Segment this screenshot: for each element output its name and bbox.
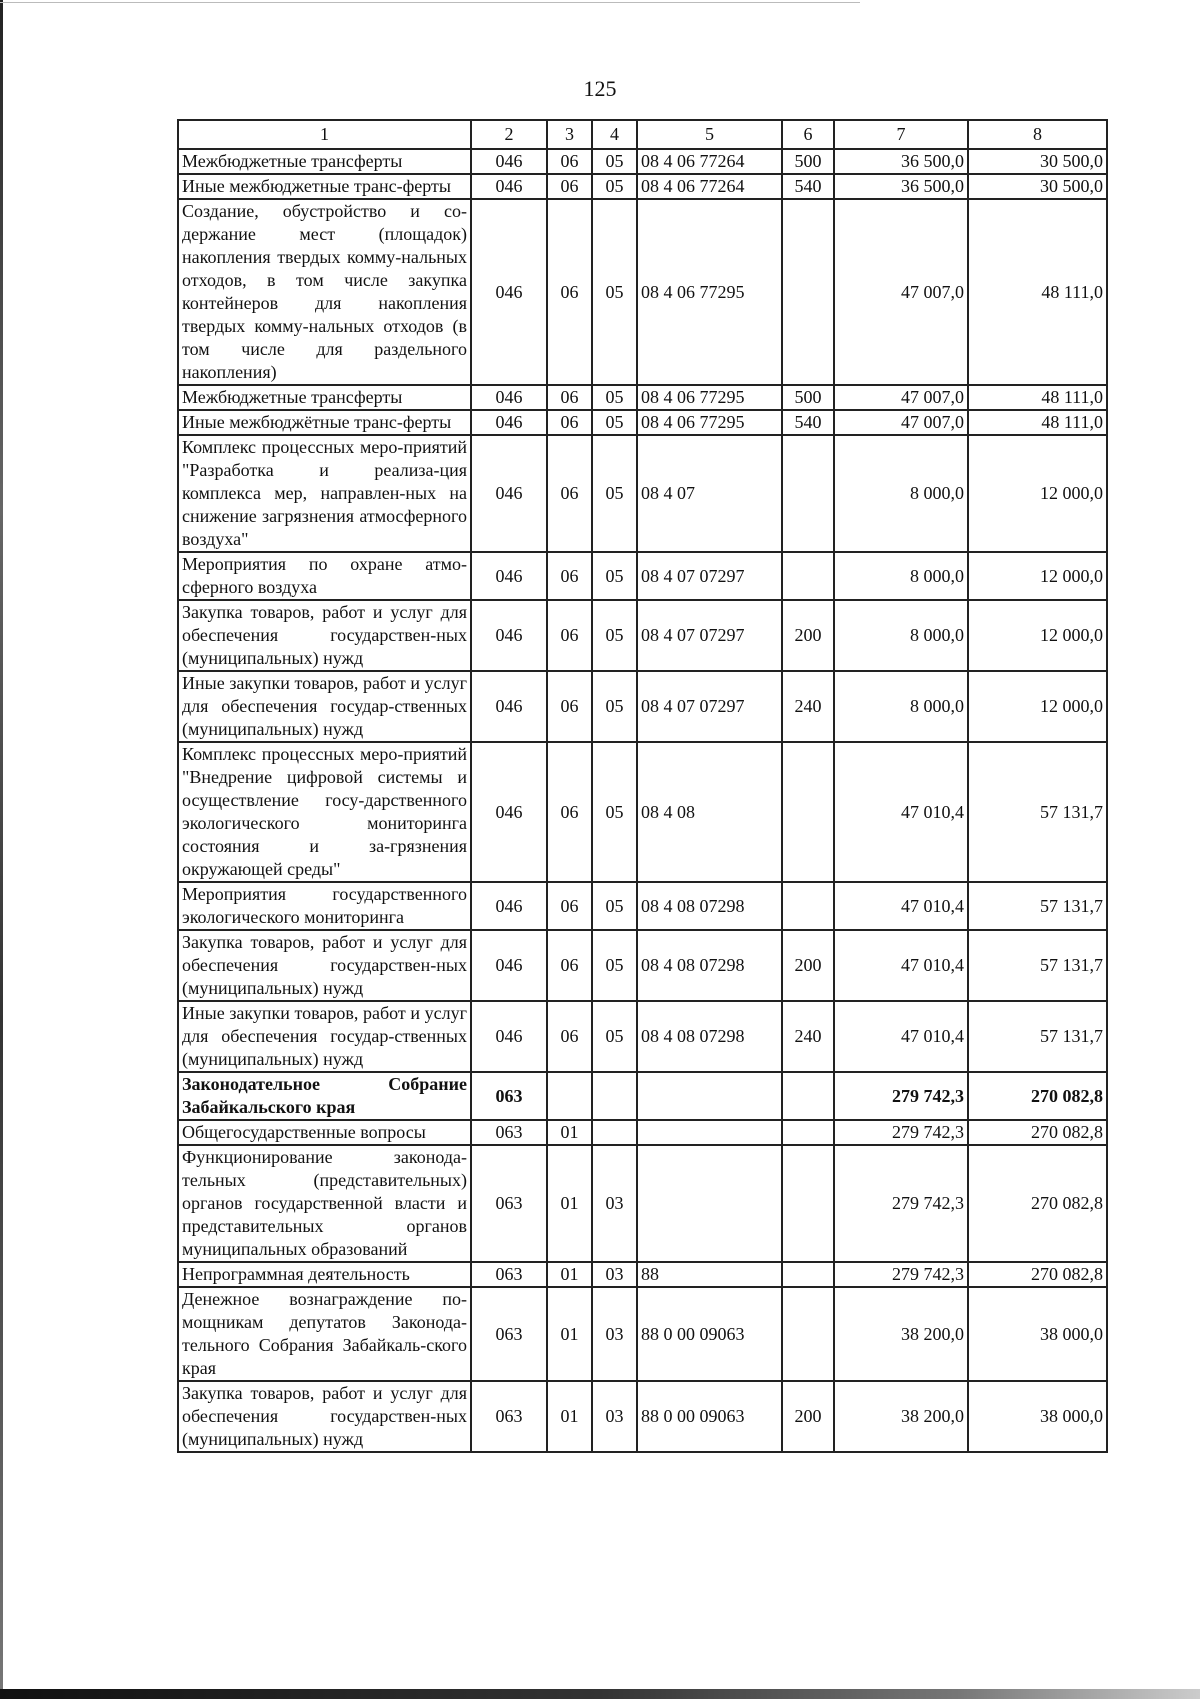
cell-target-article: 08 4 07 07297 [637,552,782,600]
cell-target-article [637,1145,782,1262]
cell-section: 06 [547,410,592,435]
cell-ministry-code: 046 [471,174,547,199]
cell-amount-year-1: 8 000,0 [834,671,968,742]
cell-target-article: 08 4 07 07297 [637,600,782,671]
cell-name: Межбюджетные трансферты [178,385,471,410]
cell-expense-type [782,199,834,385]
cell-amount-year-2: 270 082,8 [968,1120,1107,1145]
cell-expense-type [782,882,834,930]
cell-subsection: 05 [592,882,637,930]
cell-section [547,1072,592,1120]
cell-subsection: 05 [592,174,637,199]
cell-section: 01 [547,1262,592,1287]
cell-section: 06 [547,385,592,410]
cell-name: Мероприятия государственного экологического мониторинга [178,882,471,930]
cell-expense-type: 500 [782,385,834,410]
header-col-2: 2 [471,120,547,149]
table-row [178,1001,1107,1072]
cell-amount-year-2: 30 500,0 [968,174,1107,199]
cell-name: Общегосударственные вопросы [178,1120,471,1145]
cell-amount-year-1: 279 742,3 [834,1120,968,1145]
cell-amount-year-2: 12 000,0 [968,671,1107,742]
cell-target-article [637,1072,782,1120]
table-row [178,1072,1107,1120]
cell-expense-type [782,1287,834,1381]
cell-ministry-code: 046 [471,671,547,742]
cell-section: 06 [547,600,592,671]
cell-amount-year-2: 57 131,7 [968,1001,1107,1072]
cell-subsection: 03 [592,1262,637,1287]
header-col-5: 5 [637,120,782,149]
table-row [178,742,1107,882]
cell-subsection: 03 [592,1381,637,1452]
cell-amount-year-1: 279 742,3 [834,1072,968,1120]
cell-expense-type: 240 [782,671,834,742]
header-col-8: 8 [968,120,1107,149]
header-col-6: 6 [782,120,834,149]
cell-target-article: 08 4 06 77295 [637,385,782,410]
cell-name: Функционирование законода-тельных (представительных) органов государственной власти и представительных органов муниципальных образований [178,1145,471,1262]
cell-expense-type [782,1072,834,1120]
cell-target-article: 08 4 06 77295 [637,410,782,435]
cell-expense-type: 540 [782,174,834,199]
scan-edge-bottom [0,1689,1200,1699]
cell-expense-type [782,1145,834,1262]
cell-target-article [637,1120,782,1145]
cell-amount-year-1: 8 000,0 [834,552,968,600]
table-row [178,410,1107,435]
cell-ministry-code: 063 [471,1072,547,1120]
cell-subsection: 05 [592,552,637,600]
cell-subsection [592,1072,637,1120]
cell-amount-year-1: 47 007,0 [834,410,968,435]
cell-section: 06 [547,174,592,199]
cell-target-article: 08 4 08 07298 [637,1001,782,1072]
table-row [178,199,1107,385]
cell-name: Комплекс процессных меро-приятий "Разработка и реализа-ция комплекса мер, направлен-ных на снижение загрязнения атмосферного воздуха" [178,435,471,552]
cell-ministry-code: 063 [471,1287,547,1381]
cell-subsection [592,1120,637,1145]
cell-subsection: 05 [592,410,637,435]
scan-line-top [0,2,860,3]
cell-amount-year-2: 57 131,7 [968,882,1107,930]
cell-subsection: 05 [592,930,637,1001]
cell-expense-type: 500 [782,149,834,174]
cell-name: Мероприятия по охране атмо-сферного воздуха [178,552,471,600]
cell-amount-year-2: 270 082,8 [968,1145,1107,1262]
cell-section: 06 [547,149,592,174]
cell-name: Непрограммная деятельность [178,1262,471,1287]
cell-amount-year-2: 12 000,0 [968,600,1107,671]
cell-amount-year-2: 38 000,0 [968,1287,1107,1381]
cell-amount-year-1: 279 742,3 [834,1262,968,1287]
table-row [178,174,1107,199]
table-row [178,1262,1107,1287]
cell-ministry-code: 046 [471,552,547,600]
cell-name: Иные закупки товаров, работ и услуг для обеспечения государ-ственных (муниципальных) нужд [178,1001,471,1072]
cell-expense-type [782,742,834,882]
cell-ministry-code: 046 [471,1001,547,1072]
cell-amount-year-1: 8 000,0 [834,600,968,671]
cell-amount-year-2: 57 131,7 [968,930,1107,1001]
table-row [178,149,1107,174]
cell-section: 01 [547,1381,592,1452]
cell-section: 06 [547,199,592,385]
cell-target-article: 08 4 08 [637,742,782,882]
cell-name: Закупка товаров, работ и услуг для обеспечения государствен-ных (муниципальных) нужд [178,600,471,671]
cell-expense-type: 540 [782,410,834,435]
cell-amount-year-2: 48 111,0 [968,199,1107,385]
cell-target-article: 08 4 07 07297 [637,671,782,742]
cell-subsection: 05 [592,1001,637,1072]
cell-ministry-code: 063 [471,1381,547,1452]
cell-amount-year-2: 57 131,7 [968,742,1107,882]
cell-target-article: 88 0 00 09063 [637,1287,782,1381]
cell-subsection: 05 [592,199,637,385]
cell-ministry-code: 063 [471,1262,547,1287]
cell-section: 06 [547,1001,592,1072]
cell-amount-year-2: 12 000,0 [968,552,1107,600]
table-row [178,1287,1107,1381]
table-row [178,552,1107,600]
cell-subsection: 05 [592,742,637,882]
cell-name: Иные межбюджетные транс-ферты [178,174,471,199]
cell-amount-year-1: 47 010,4 [834,742,968,882]
cell-expense-type: 200 [782,1381,834,1452]
cell-expense-type: 200 [782,600,834,671]
table-row [178,385,1107,410]
cell-target-article: 08 4 06 77264 [637,174,782,199]
cell-subsection: 03 [592,1287,637,1381]
header-col-1: 1 [178,120,471,149]
cell-amount-year-2: 270 082,8 [968,1262,1107,1287]
cell-name: Иные закупки товаров, работ и услуг для обеспечения государ-ственных (муниципальных) нужд [178,671,471,742]
cell-ministry-code: 063 [471,1145,547,1262]
cell-expense-type [782,552,834,600]
cell-target-article: 88 [637,1262,782,1287]
cell-amount-year-2: 30 500,0 [968,149,1107,174]
table-row [178,1145,1107,1262]
cell-target-article: 08 4 08 07298 [637,882,782,930]
cell-ministry-code: 063 [471,1120,547,1145]
cell-ministry-code: 046 [471,410,547,435]
cell-section: 06 [547,552,592,600]
cell-name: Иные межбюджётные транс-ферты [178,410,471,435]
cell-amount-year-1: 36 500,0 [834,174,968,199]
cell-target-article: 08 4 07 [637,435,782,552]
cell-expense-type [782,1262,834,1287]
table-row [178,671,1107,742]
cell-section: 06 [547,671,592,742]
cell-name: Комплекс процессных меро-приятий "Внедрение цифровой системы и осуществление госу-дарственного экологического мониторинга состояния и за-грязнения окружающей среды" [178,742,471,882]
cell-ministry-code: 046 [471,930,547,1001]
cell-section: 06 [547,882,592,930]
cell-amount-year-1: 47 007,0 [834,385,968,410]
cell-section: 01 [547,1120,592,1145]
cell-ministry-code: 046 [471,149,547,174]
cell-target-article: 08 4 06 77264 [637,149,782,174]
cell-target-article: 08 4 06 77295 [637,199,782,385]
cell-amount-year-2: 12 000,0 [968,435,1107,552]
cell-subsection: 05 [592,671,637,742]
scan-edge-left [0,0,3,1699]
cell-subsection: 05 [592,385,637,410]
cell-target-article: 08 4 08 07298 [637,930,782,1001]
cell-name: Межбюджетные трансферты [178,149,471,174]
cell-amount-year-2: 48 111,0 [968,385,1107,410]
cell-expense-type: 200 [782,930,834,1001]
cell-ministry-code: 046 [471,199,547,385]
cell-ministry-code: 046 [471,742,547,882]
cell-amount-year-1: 47 007,0 [834,199,968,385]
cell-section: 01 [547,1287,592,1381]
cell-name: Создание, обустройство и со-держание мест (площадок) накопления твердых комму-нальных отходов, в том числе закупка контейнеров для накопления твердых комму-нальных отходов (в том числе для раздельного накопления) [178,199,471,385]
table-row [178,930,1107,1001]
header-col-3: 3 [547,120,592,149]
cell-name: Законодательное Собрание Забайкальского края [178,1072,471,1120]
table-row [178,882,1107,930]
table-row [178,435,1107,552]
cell-section: 01 [547,1145,592,1262]
page-number: 125 [583,76,617,101]
cell-ministry-code: 046 [471,435,547,552]
cell-amount-year-1: 47 010,4 [834,882,968,930]
cell-section: 06 [547,742,592,882]
cell-amount-year-1: 36 500,0 [834,149,968,174]
cell-amount-year-1: 38 200,0 [834,1381,968,1452]
cell-amount-year-1: 279 742,3 [834,1145,968,1262]
table-row [178,1381,1107,1452]
cell-ministry-code: 046 [471,882,547,930]
cell-expense-type [782,1120,834,1145]
cell-amount-year-2: 48 111,0 [968,410,1107,435]
cell-subsection: 05 [592,435,637,552]
table-row [178,1120,1107,1145]
cell-expense-type: 240 [782,1001,834,1072]
cell-amount-year-1: 38 200,0 [834,1287,968,1381]
cell-section: 06 [547,930,592,1001]
cell-section: 06 [547,435,592,552]
cell-ministry-code: 046 [471,600,547,671]
table-row [178,600,1107,671]
cell-subsection: 05 [592,600,637,671]
cell-name: Денежное вознаграждение по-мощникам депутатов Законода-тельного Собрания Забайкаль-ского края [178,1287,471,1381]
header-row [178,120,1107,149]
budget-table [177,119,1108,1453]
cell-expense-type [782,435,834,552]
cell-target-article: 88 0 00 09063 [637,1381,782,1452]
cell-amount-year-2: 38 000,0 [968,1381,1107,1452]
cell-ministry-code: 046 [471,385,547,410]
cell-subsection: 03 [592,1145,637,1262]
cell-subsection: 05 [592,149,637,174]
cell-amount-year-1: 47 010,4 [834,930,968,1001]
cell-name: Закупка товаров, работ и услуг для обеспечения государствен-ных (муниципальных) нужд [178,1381,471,1452]
header-col-7: 7 [834,120,968,149]
cell-amount-year-1: 8 000,0 [834,435,968,552]
cell-name: Закупка товаров, работ и услуг для обеспечения государствен-ных (муниципальных) нужд [178,930,471,1001]
header-col-4: 4 [592,120,637,149]
cell-amount-year-1: 47 010,4 [834,1001,968,1072]
cell-amount-year-2: 270 082,8 [968,1072,1107,1120]
